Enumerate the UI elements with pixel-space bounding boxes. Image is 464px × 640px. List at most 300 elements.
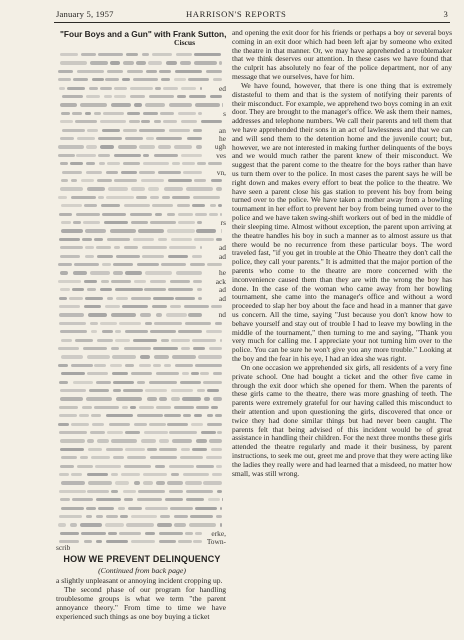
faded-text-smudge [144,288,166,291]
faded-text-smudge [145,389,167,392]
faded-text-smudge [183,473,209,476]
faded-text-smudge [220,213,222,216]
faded-text-smudge [137,498,162,501]
right-article-text [232,29,452,478]
faded-text-smudge [97,339,113,342]
faded-text-smudge [185,322,211,325]
text-fragment: erke, [211,528,226,538]
faded-text-smudge [137,381,145,384]
faded-text-smudge [221,229,222,232]
faded-text-smudge [107,162,120,165]
faded-text-smudge [58,347,79,350]
faded-text-smudge [210,95,222,98]
faded-text-smudge [60,288,69,291]
header-rule [54,22,450,23]
faded-text-smudge [196,465,214,468]
faded-text-smudge [167,213,176,216]
faded-text-smudge [192,448,207,451]
paragraph: We have found, however, that there is one thing that is extremely distasteful to them and that is the system of notifying their parents of their misconduct. For example, we apprehend two boys coming in an exit door. They are brought to the manager's office. We ask them their names, addresses and telephone numbers. We call their parents and tell them that we have apprehended their sons in an act of lawlessness and that we can and will send them to the detention home and the juvenile court; but, however, we are not interested in making further delinquents of the boys and we would much rather the parent knew of their misconduct. We suggest that the parent come to the theatre for the boys rather than have us turn them over to the police. In most cases the parent says he will be right down and makes every effort to beat the police to the theatre. We have seen a parent close his gas station to prevent his boy from being turned over to the police. We have taken a mother away from a bowling tournament in her effort to prevent her boy from being turned over to the police and we have taken swing-shift workers out of bed in the middle of their sleeping time. Almost without exception, the parent upon arriving at the theatre handles his boy in such a manner as to almost assure us that there would be no recurrence from these particular boys. The word traveled fast, "if you get in trouble at the Ohio Theatre they don't call the police, they call your parents." It is admitted that the major portion of the parents who come to the theatre are more concerned with the inconvenience caused them than they are with the wrong the boy has done. In the case of the woman who came away from her bowling tournament, she came into the manager's office and without a word proceeded to slap her boy about the face and head in a manner that gave us concern. All the time, saying "Just because you don't know how to behave yourself and stay out of trouble I had to leave my bowling in the middle of the tournament," then turning to me and saying, "Thank you very much for calling me. I appreciate your not turning him over to the police. You can be sure he won't give you any more trouble." Looking at the boy and the fear in his eye, I had an idea she was right. [232,80,452,364]
faded-text-smudge [169,103,192,106]
faded-text-smudge [201,120,222,123]
faded-text-smudge [159,439,169,442]
faded-text-smudge [150,456,177,459]
faded-text-smudge [126,53,138,56]
faded-text-smudge [72,498,93,501]
faded-text-smudge [206,70,222,73]
faded-text-smudge [60,465,74,468]
faded-text-smudge [59,406,78,409]
faded-text-smudge [107,70,124,73]
faded-text-smudge [59,313,84,316]
paragraph: On one occasion we apprehended six girls, all residents of a very fine private school. One had bought a ticket and the other five came in through the exit door which she opened for them. When the parents of these girls came to the theatre, there was more gnashing of teeth. The parents were extremely grateful for our having called this misconduct to their attention and upon questioning the girls, discovered that once or twice they had done similar things but had never been caught. The parents felt that being advised of this incident would be of great assistance in handling their children. For the next three months these girls attended the theatre regularly and made it their business, by parent instructions, to seek me out, greet me and prove that they were acting like the ladies they really were and had learned that a misdeed, no matter how small, was still wrong. [232,362,452,478]
faded-text-smudge [71,364,93,367]
faded-text-smudge [88,313,107,316]
faded-text-smudge [194,414,202,417]
faded-text-smudge [71,179,77,182]
faded-text-smudge [59,515,82,518]
faded-text-smudge [94,364,106,367]
faded-text-smudge [160,515,170,518]
faded-text-smudge [60,439,85,442]
faded-text-smudge [184,305,209,308]
faded-text-smudge [149,381,176,384]
faded-text-smudge [73,271,88,274]
faded-text-smudge [139,129,165,132]
faded-text-smudge [163,120,177,123]
faded-text-smudge [73,381,94,384]
faded-text-smudge [71,473,82,476]
faded-text-smudge [111,490,118,493]
faded-text-smudge [193,129,202,132]
faded-text-smudge [100,322,117,325]
faded-text-smudge [164,364,171,367]
faded-text-smudge [131,540,154,543]
faded-text-smudge [153,297,173,300]
faded-text-smudge [134,423,147,426]
faded-text-smudge [190,263,205,266]
faded-text-smudge [74,263,99,266]
faded-text-smudge [96,381,110,384]
faded-text-smudge [98,53,123,56]
faded-text-smudge [168,179,192,182]
faded-text-smudge [170,507,193,510]
faded-text-smudge [159,540,176,543]
faded-text-smudge [129,120,140,123]
faded-text-smudge [124,498,133,501]
faded-text-smudge [167,229,195,232]
faded-text-smudge [182,372,190,375]
faded-text-smudge [60,389,86,392]
faded-text-smudge [208,162,222,165]
faded-text-smudge [113,271,123,274]
faded-text-smudge [108,187,128,190]
faded-text-smudge [161,78,170,81]
faded-text-smudge [59,297,67,300]
faded-text-smudge [200,246,202,249]
text-fragment: an [219,125,226,135]
faded-text-smudge [206,456,222,459]
faded-text-smudge [165,498,183,501]
faded-text-smudge [115,330,121,333]
faded-text-smudge [92,78,104,81]
faded-text-smudge [88,481,112,484]
faded-text-smudge [197,389,206,392]
faded-text-smudge [207,423,222,426]
faded-text-smudge [192,204,205,207]
faded-text-smudge [162,196,170,199]
faded-text-smudge [153,347,178,350]
faded-text-smudge [139,171,156,174]
faded-text-smudge [220,507,222,510]
faded-text-smudge [91,414,101,417]
faded-text-smudge [90,271,110,274]
faded-text-smudge [96,515,103,518]
faded-text-smudge [61,229,83,232]
faded-text-smudge [181,87,196,90]
paragraph: The second phase of our program for handling troublesome groups is what we term "the parent annoyance theory." From time to time we have experienced such things as one boy buying a ticket [56,584,226,621]
faded-text-smudge [143,154,149,157]
faded-text-smudge [59,431,86,434]
faded-text-smudge [169,129,191,132]
faded-text-smudge [213,78,222,81]
faded-text-smudge [181,448,190,451]
faded-text-smudge [210,204,216,207]
faded-text-smudge [72,112,82,115]
text-fragment: vn, [216,167,226,177]
faded-text-smudge [86,95,100,98]
faded-text-smudge [85,112,91,115]
faded-text-smudge [58,154,75,157]
faded-text-smudge [195,532,202,535]
faded-text-smudge [168,288,193,291]
faded-text-smudge [194,238,214,241]
faded-text-smudge [193,196,220,199]
faded-text-smudge [109,423,131,426]
faded-text-smudge [70,162,83,165]
faded-text-smudge [212,473,222,476]
faded-text-smudge [83,221,100,224]
faded-text-smudge [123,61,134,64]
faded-text-smudge [105,305,120,308]
faded-text-smudge [145,271,171,274]
faded-text-smudge [61,456,77,459]
faded-text-smudge [148,187,159,190]
faded-text-smudge [157,523,172,526]
faded-text-smudge [130,213,152,216]
faded-text-smudge [149,423,166,426]
faded-text-smudge [136,196,147,199]
faded-text-smudge [90,431,105,434]
faded-text-smudge [79,414,89,417]
faded-text-smudge [145,532,155,535]
faded-text-smudge [195,213,207,216]
faded-text-smudge [84,280,96,283]
faded-review-text [56,51,226,551]
faded-text-smudge [216,238,222,241]
faded-text-smudge [82,406,92,409]
faded-text-smudge [196,439,207,442]
faded-text-smudge [86,507,96,510]
faded-text-smudge [87,439,94,442]
faded-text-smudge [113,263,133,266]
faded-text-smudge [62,95,84,98]
faded-text-smudge [98,507,114,510]
faded-text-smudge [167,423,188,426]
faded-text-smudge [58,196,67,199]
faded-text-smudge [136,61,145,64]
faded-text-smudge [81,532,106,535]
faded-text-smudge [220,339,222,342]
faded-text-smudge [159,397,167,400]
faded-text-smudge [86,162,95,165]
faded-text-smudge [106,171,118,174]
paragraph: a slightly unpleasant or annoying incident cropping up. [56,576,223,585]
page-number: 3 [443,9,448,19]
faded-text-smudge [147,397,157,400]
header-date: January 5, 1957 [56,9,114,19]
faded-text-smudge [87,129,98,132]
faded-text-smudge [144,431,168,434]
faded-text-smudge [130,406,137,409]
faded-text-smudge [172,162,180,165]
faded-text-smudge [118,507,125,510]
faded-text-smudge [60,498,70,501]
faded-text-smudge [85,246,94,249]
faded-text-smudge [185,532,193,535]
faded-text-smudge [121,171,137,174]
faded-text-smudge [60,532,79,535]
faded-text-smudge [67,87,85,90]
faded-text-smudge [58,70,73,73]
left-column [56,29,226,633]
faded-text-smudge [154,120,161,123]
faded-text-smudge [124,204,150,207]
faded-text-smudge [101,204,120,207]
faded-text-smudge [122,78,130,81]
faded-text-smudge [84,204,97,207]
faded-text-smudge [59,473,69,476]
faded-text-smudge [208,498,220,501]
faded-text-smudge [127,456,146,459]
faded-text-smudge [131,372,152,375]
faded-text-smudge [133,339,157,342]
faded-text-smudge [106,515,118,518]
faded-text-smudge [71,196,96,199]
faded-text-smudge [119,322,140,325]
faded-text-smudge [73,78,88,81]
faded-text-smudge [85,229,105,232]
faded-text-smudge [87,355,110,358]
faded-text-smudge [125,271,141,274]
faded-text-smudge [102,129,121,132]
text-fragment: ves [216,150,226,160]
faded-text-smudge [186,187,213,190]
faded-text-smudge [77,465,94,468]
faded-text-smudge [96,540,102,543]
faded-text-smudge [131,297,151,300]
faded-text-smudge [171,473,180,476]
faded-text-smudge [72,288,84,291]
faded-text-smudge [115,288,143,291]
text-fragment: ad [219,243,226,253]
faded-text-smudge [200,87,202,90]
faded-text-smudge [70,523,77,526]
faded-text-smudge [169,431,197,434]
faded-text-smudge [113,389,121,392]
faded-text-smudge [176,53,193,56]
text-fragment: s [223,108,226,118]
faded-text-smudge [60,397,82,400]
faded-text-smudge [111,439,137,442]
faded-text-smudge [59,87,66,90]
faded-text-smudge [142,246,167,249]
faded-text-smudge [60,448,84,451]
faded-text-smudge [141,120,150,123]
text-fragment: ad [219,293,226,303]
faded-text-smudge [97,255,112,258]
paragraph: and opening the exit door for his friends or perhaps a boy or several boys coming in an exit door which had been left ajar by someone who exited the theatre in that manner. Or, we may have apprehended a troublemaker that we think deserves our attention. In these cases we have found that the culprit has absolutely no fear of the police department, nor of any message that we ourselves, have for him. [232,28,452,82]
text-fragment: ed [219,83,226,93]
faded-text-smudge [75,339,93,342]
faded-text-smudge [163,87,178,90]
faded-text-smudge [59,213,73,216]
faded-text-smudge [169,465,194,468]
faded-text-smudge [61,221,71,224]
faded-text-smudge [85,297,102,300]
faded-text-smudge [177,95,186,98]
faded-text-smudge [181,154,202,157]
faded-text-smudge [86,515,93,518]
text-fragment: he [219,134,226,143]
faded-text-smudge [154,322,182,325]
faded-text-smudge [107,431,123,434]
right-column [232,29,452,633]
faded-text-smudge [112,372,128,375]
faded-text-smudge [201,431,215,434]
faded-text-smudge [192,339,216,342]
faded-text-smudge [195,364,222,367]
faded-text-smudge [105,523,123,526]
text-fragment: Town- [206,537,226,547]
faded-text-smudge [82,238,93,241]
faded-text-smudge [111,473,118,476]
faded-text-smudge [188,78,210,81]
faded-text-smudge [114,95,127,98]
faded-text-smudge [116,255,140,258]
faded-text-smudge [175,297,195,300]
faded-text-smudge [131,187,145,190]
faded-text-smudge [114,154,141,157]
faded-text-smudge [172,439,193,442]
faded-text-smudge [198,297,202,300]
faded-text-smudge [100,145,114,148]
faded-text-smudge [98,196,104,199]
faded-text-smudge [189,95,206,98]
faded-text-smudge [170,305,181,308]
faded-text-smudge [105,78,119,81]
faded-text-smudge [86,171,102,174]
faded-text-smudge [90,322,98,325]
faded-text-smudge [156,137,182,140]
faded-text-smudge [211,448,222,451]
faded-text-smudge [142,53,150,56]
faded-text-smudge [167,481,183,484]
faded-text-smudge [58,145,84,148]
faded-text-smudge [217,431,222,434]
faded-text-smudge [91,330,98,333]
faded-text-smudge [181,347,190,350]
faded-text-smudge [80,523,102,526]
faded-text-smudge [89,389,109,392]
faded-text-smudge [130,95,146,98]
faded-text-smudge [166,313,186,316]
faded-text-smudge [87,490,109,493]
faded-text-smudge [175,70,202,73]
faded-text-smudge [152,204,173,207]
faded-text-smudge [59,414,78,417]
faded-text-smudge [145,507,168,510]
faded-text-smudge [84,305,101,308]
faded-text-smudge [180,381,202,384]
faded-text-smudge [60,162,67,165]
faded-text-smudge [204,397,211,400]
faded-text-smudge [125,364,134,367]
faded-text-smudge [137,263,159,266]
faded-text-smudge [139,364,151,367]
faded-text-smudge [102,263,111,266]
faded-text-smudge [155,87,161,90]
faded-text-smudge [98,137,122,140]
faded-text-smudge [174,78,186,81]
faded-text-smudge [142,255,164,258]
faded-text-smudge [123,389,143,392]
faded-text-smudge [101,280,109,283]
faded-text-smudge [159,532,183,535]
faded-text-smudge [191,423,203,426]
faded-text-smudge [188,313,202,316]
faded-text-smudge [160,112,174,115]
faded-text-smudge [122,305,148,308]
faded-text-smudge [174,406,193,409]
faded-text-smudge [111,280,131,283]
text-fragment: nd [218,310,226,320]
faded-text-smudge [178,213,192,216]
faded-text-smudge [107,238,131,241]
faded-text-smudge [106,414,133,417]
faded-text-smudge [61,112,70,115]
faded-text-smudge [133,78,158,81]
faded-text-smudge [61,481,86,484]
faded-text-smudge [122,406,128,409]
faded-text-smudge [193,347,205,350]
faded-text-smudge [80,456,89,459]
faded-text-smudge [113,456,125,459]
faded-text-smudge [203,481,222,484]
faded-text-smudge [174,145,193,148]
faded-text-smudge [134,280,146,283]
faded-text-smudge [100,120,126,123]
text-fragment: he [219,268,226,278]
faded-text-smudge [149,95,175,98]
faded-text-smudge [211,406,218,409]
publication-title: HARRISON'S REPORTS [186,9,287,19]
faded-text-smudge [211,305,222,308]
faded-text-smudge [218,204,222,207]
faded-text-smudge [219,61,222,64]
faded-text-smudge [164,187,184,190]
faded-text-smudge [115,339,130,342]
faded-text-smudge [86,397,112,400]
